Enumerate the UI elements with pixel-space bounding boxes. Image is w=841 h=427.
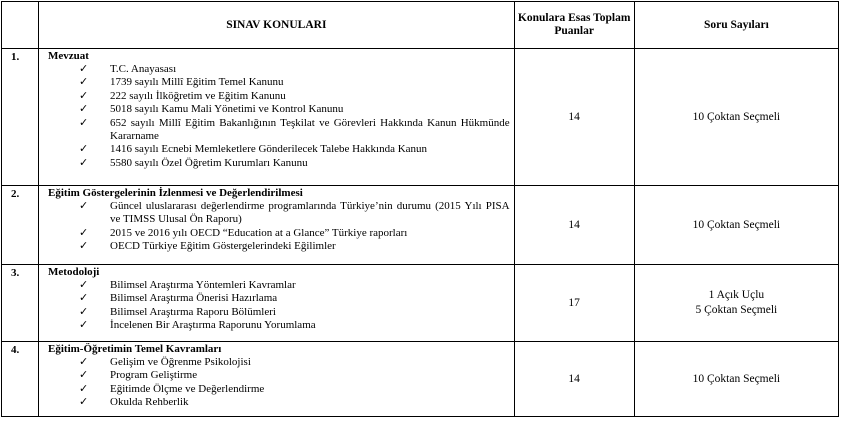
checkmark-icon: ✓: [79, 240, 89, 253]
list-item-text: İncelenen Bir Araştırma Raporunu Yorumlama: [110, 319, 316, 332]
list-item-text: 5018 sayılı Kamu Mali Yönetimi ve Kontrol Kanunu: [110, 103, 344, 116]
list-item: [48, 63, 510, 76]
header-topics: SINAV KONULARI: [39, 2, 515, 49]
exam-topics-table: [1, 1, 839, 417]
list-item: [48, 200, 510, 227]
question-count-line: 10 Çoktan Seçmeli: [692, 372, 781, 385]
section-topic-cell: [39, 186, 515, 265]
list-item-text: Bilimsel Araştırma Raporu Bölümleri: [110, 305, 276, 318]
question-count-line: 5 Çoktan Seçmeli: [695, 304, 778, 316]
checkmark-icon: ✓: [79, 103, 89, 116]
checkmark-icon: ✓: [79, 143, 89, 156]
list-item-text: 1416 sayılı Ecnebi Memleketlere Gönderilecek Talebe Hakkında Kanun: [110, 143, 428, 156]
list-item-text: Gelişim ve Öğrenme Psikolojisi: [110, 356, 251, 368]
list-item: [48, 117, 510, 144]
list-item-text: T.C. Anayasası: [110, 63, 177, 75]
header-number-cell: [2, 2, 39, 49]
table-row: [2, 186, 839, 265]
section-points: 17: [514, 265, 634, 342]
section-questions: [634, 186, 838, 265]
section-topic-cell: [39, 265, 515, 342]
checkmark-icon: ✓: [79, 63, 89, 75]
list-item: [48, 383, 510, 396]
list-item: [48, 76, 510, 89]
section-number: 2.: [2, 186, 39, 265]
section-title: Metodoloji: [48, 266, 100, 278]
header-questions: Soru Sayıları: [634, 2, 838, 49]
list-item-text: 222 sayılı İlköğretim ve Eğitim Kanunu: [110, 89, 286, 102]
section-questions: [634, 265, 838, 342]
list-item: [48, 292, 510, 305]
checkmark-icon: ✓: [79, 76, 89, 89]
list-item-text: Okulda Rehberlik: [110, 396, 189, 409]
checkmark-icon: ✓: [79, 89, 89, 102]
list-item: [48, 240, 510, 253]
list-item-text: Bilimsel Araştırma Yöntemleri Kavramlar: [110, 279, 296, 291]
section-number: 3.: [2, 265, 39, 342]
list-item-text: Bilimsel Araştırma Önerisi Hazırlama: [110, 292, 278, 305]
table-row: [2, 49, 839, 186]
section-number: 4.: [2, 342, 39, 417]
list-item-text: 2015 ve 2016 yılı OECD “Education at a Glance” Türkiye raporları: [110, 226, 408, 239]
list-item: [48, 103, 510, 116]
table-row: [2, 265, 839, 342]
list-item: [48, 90, 510, 103]
list-item-text: OECD Türkiye Eğitim Göstergelerindeki Eğilimler: [110, 240, 336, 253]
section-points: 14: [514, 49, 634, 186]
list-item: [48, 369, 510, 382]
list-item-text: 5580 sayılı Özel Öğretim Kurumları Kanunu: [110, 156, 308, 169]
list-item-text: 652 sayılı Millî Eğitim Bakanlığının Teşkilat ve Görevleri Hakkında Kanun Hükmünde Kararname: [110, 116, 510, 143]
section-title: Eğitim Göstergelerinin İzlenmesi ve Değerlendirilmesi: [48, 187, 303, 199]
checkmark-icon: ✓: [79, 305, 89, 318]
section-questions: [634, 49, 838, 186]
list-item-text: Program Geliştirme: [110, 369, 198, 382]
section-topic-cell: [39, 49, 515, 186]
list-item: [48, 143, 510, 156]
question-count-line: 10 Çoktan Seçmeli: [692, 218, 781, 231]
list-item: [48, 396, 510, 409]
checkmark-icon: ✓: [79, 382, 89, 395]
list-item: [48, 227, 510, 240]
topic-list: [48, 356, 510, 410]
section-questions: [634, 342, 838, 417]
checkmark-icon: ✓: [79, 356, 89, 368]
section-points: 14: [514, 186, 634, 265]
checkmark-icon: ✓: [79, 156, 89, 169]
checkmark-icon: ✓: [79, 226, 89, 239]
list-item-text: 1739 sayılı Millî Eğitim Temel Kanunu: [110, 76, 284, 89]
topic-list: [48, 63, 510, 170]
checkmark-icon: ✓: [79, 369, 89, 382]
section-points: 14: [514, 342, 634, 417]
section-title: Mevzuat: [48, 50, 89, 62]
list-item: [48, 306, 510, 319]
checkmark-icon: ✓: [79, 396, 89, 409]
checkmark-icon: ✓: [79, 200, 89, 212]
section-number: 1.: [2, 49, 39, 186]
checkmark-icon: ✓: [79, 116, 89, 129]
question-count-line: 1 Açık Uçlu: [708, 289, 765, 301]
table-row: [2, 342, 839, 417]
section-title: Eğitim-Öğretimin Temel Kavramları: [48, 343, 222, 355]
list-item: [48, 157, 510, 170]
list-item-text: Eğitimde Ölçme ve Değerlendirme: [110, 382, 265, 395]
question-count-line: 10 Çoktan Seçmeli: [692, 110, 781, 123]
list-item: [48, 279, 510, 292]
header-points: Konulara Esas Toplam Puanlar: [514, 2, 634, 49]
topic-list: [48, 200, 510, 254]
checkmark-icon: ✓: [79, 319, 89, 332]
list-item-text: Güncel uluslararası değerlendirme programlarında Türkiye’nin durumu (2015 Yılı PISA ve TIMSS Ulusal Ön Raporu): [110, 200, 510, 226]
table-header-row: [2, 2, 839, 49]
topic-list: [48, 279, 510, 333]
section-topic-cell: [39, 342, 515, 417]
checkmark-icon: ✓: [79, 279, 89, 291]
list-item: [48, 356, 510, 369]
checkmark-icon: ✓: [79, 292, 89, 305]
list-item: [48, 319, 510, 332]
